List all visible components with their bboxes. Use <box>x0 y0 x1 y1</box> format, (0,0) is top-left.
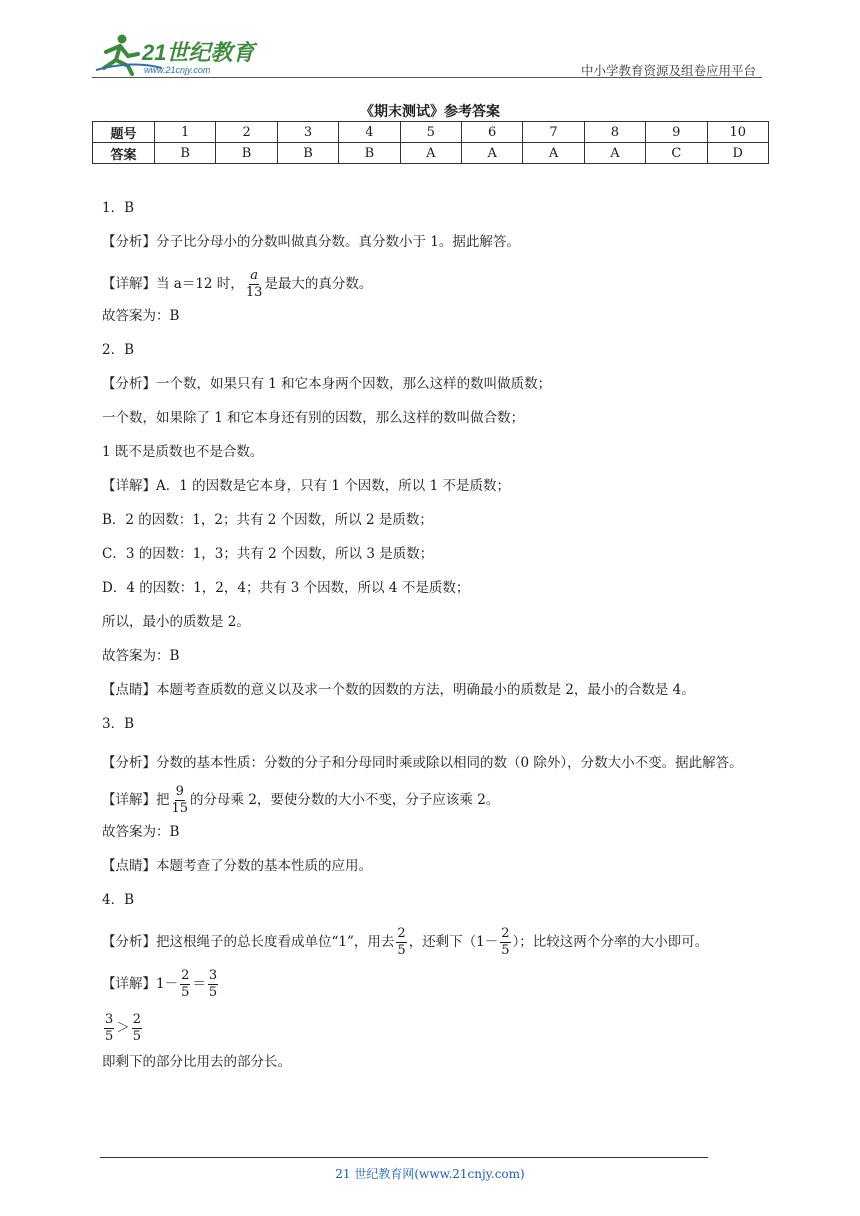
platform-name: 中小学教育资源及组卷应用平台 <box>580 63 756 78</box>
table-cell: C <box>646 143 707 164</box>
q4-compare: $\frac{3}{5}$ ＞ $\frac{2}{5}$ <box>105 1012 142 1044</box>
q2-line: 故答案为：B <box>102 648 180 664</box>
table-cell: 7 <box>523 122 584 143</box>
table-cell: A <box>461 143 522 164</box>
table-cell: 10 <box>707 122 768 143</box>
q4-conclusion: 即剩下的部分比用去的部分长。 <box>102 1054 291 1070</box>
solutions <box>102 196 772 1084</box>
table-cell: B <box>339 143 400 164</box>
row-label-number: 题号 <box>93 122 155 143</box>
svg-text:21世纪教育: 21世纪教育 <box>142 40 255 65</box>
table-cell: 1 <box>155 122 216 143</box>
svg-text:www.21cnjy.com: www.21cnjy.com <box>144 65 211 75</box>
q3-answer: 故答案为：B <box>102 824 180 840</box>
row-label-answer: 答案 <box>93 143 155 164</box>
table-row-numbers <box>93 122 769 143</box>
table-cell: 3 <box>277 122 338 143</box>
q3-point: 【点睛】本题考查了分数的基本性质的应用。 <box>102 858 372 874</box>
fraction: $\frac{9}{15}$ <box>171 784 189 816</box>
q1-title: 1．B <box>102 200 135 216</box>
table-cell: A <box>523 143 584 164</box>
fraction: $\frac{a}{13}$ <box>245 268 263 300</box>
table-cell: 5 <box>400 122 461 143</box>
q2-line: 【分析】一个数，如果只有 1 和它本身两个因数，那么这样的数叫做质数； <box>102 376 552 392</box>
q2-line: B．2 的因数：1，2；共有 2 个因数，所以 2 是质数； <box>102 512 433 528</box>
fraction: $\frac{3}{5}$ <box>208 968 218 1000</box>
table-cell: A <box>584 143 645 164</box>
table-cell: B <box>155 143 216 164</box>
q4-detail: 【详解】1－ $\frac{2}{5}$ ＝ $\frac{3}{5}$ <box>102 968 218 1000</box>
table-row-answers <box>93 143 769 164</box>
page-header <box>92 30 762 80</box>
table-cell: 2 <box>216 122 277 143</box>
q3-title: 3．B <box>102 716 135 732</box>
table-cell: 4 <box>339 122 400 143</box>
q1-answer: 故答案为：B <box>102 308 180 324</box>
q1-detail: 【详解】当 a＝12 时， $\frac{a}{13}$ 是最大的真分数。 <box>102 268 373 300</box>
table-cell: A <box>400 143 461 164</box>
q4-analysis: 【分析】把这根绳子的总长度看成单位“1”，用去 $\frac{2}{5}$ ，还剩下（1－ $\frac{2}{5}$ ）；比较这两个分率的大小即可。 <box>102 926 709 958</box>
table-cell: B <box>277 143 338 164</box>
fraction: $\frac{2}{5}$ <box>397 926 406 958</box>
page-title: 《期末测试》参考答案 <box>360 104 500 120</box>
q4-title: 4．B <box>102 892 135 908</box>
q2-line: 【详解】A．1 的因数是它本身，只有 1 个因数，所以 1 不是质数； <box>102 478 510 494</box>
q2-line: 所以，最小的质数是 2。 <box>102 614 250 630</box>
header-divider <box>92 77 762 78</box>
q3-detail: 【详解】把 $\frac{9}{15}$ 的分母乘 2，要使分数的大小不变，分子应该乘 2。 <box>102 784 500 816</box>
footer-link[interactable]: 21 世纪教育网(www.21cnjy.com) <box>335 1167 525 1181</box>
table-cell: 8 <box>584 122 645 143</box>
q3-analysis: 【分析】分数的基本性质：分数的分子和分母同时乘或除以相同的数（0 除外），分数大小不变。据此解答。 <box>102 755 743 771</box>
q2-line: C．3 的因数：1，3；共有 2 个因数，所以 3 是质数； <box>102 546 434 562</box>
table-cell: D <box>707 143 768 164</box>
q2-line: D．4 的因数：1，2，4；共有 3 个因数，所以 4 不是质数； <box>102 580 470 596</box>
answer-table <box>92 121 769 164</box>
table-cell: B <box>216 143 277 164</box>
q2-title: 2．B <box>102 342 135 358</box>
table-cell: 9 <box>646 122 707 143</box>
q2-line: 【点睛】本题考查质数的意义以及求一个数的因数的方法，明确最小的质数是 2，最小的合数是 4。 <box>102 682 695 698</box>
q2-line: 1 既不是质数也不是合数。 <box>102 444 264 460</box>
fraction: $\frac{3}{5}$ <box>105 1012 114 1044</box>
footer-divider <box>100 1157 708 1158</box>
fraction: $\frac{2}{5}$ <box>181 968 190 1000</box>
fraction: $\frac{2}{5}$ <box>501 926 510 958</box>
q1-analysis: 【分析】分子比分母小的分数叫做真分数。真分数小于 1。据此解答。 <box>102 234 520 250</box>
q2-line: 一个数，如果除了 1 和它本身还有别的因数，那么这样的数叫做合数； <box>102 410 525 426</box>
fraction: $\frac{2}{5}$ <box>132 1012 142 1044</box>
table-cell: 6 <box>461 122 522 143</box>
site-logo <box>92 30 262 78</box>
